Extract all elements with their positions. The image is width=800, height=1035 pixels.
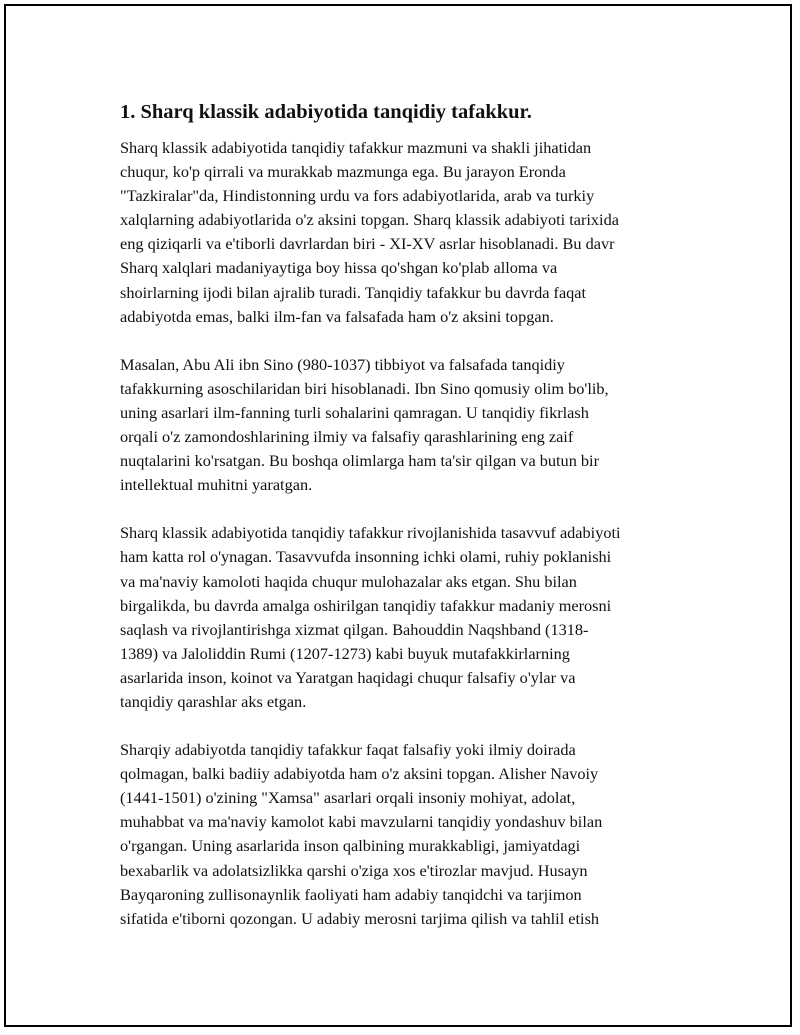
text-line: bexabarlik va adolatsizlikka qarshi o'ziga xos e'tirozlar mavjud. Husayn — [120, 860, 588, 880]
page-frame — [4, 4, 792, 1027]
text-line: va ma'naviy kamoloti haqida chuqur mulohazalar aks etgan. Shu bilan — [120, 571, 577, 591]
text-line: (1441-1501) o'zining "Xamsa" asarlari orqali insoniy mohiyat, adolat, — [120, 788, 576, 808]
document-body — [120, 98, 680, 955]
text-line: Sharq klassik adabiyotida tanqidiy tafakkur rivojlanishida tasavvuf adabiyoti — [120, 523, 621, 543]
text-line: sifatida e'tiborni qozongan. U adabiy merosni tarjima qilish va tahlil etish — [120, 908, 600, 928]
text-line: nuqtalarini ko'rsatgan. Bu boshqa olimlarga ham ta'sir qilgan va butun bir — [120, 451, 599, 471]
text-line: uning asarlari ilm-fanning turli sohalarini qamragan. U tanqidiy fikrlash — [120, 402, 589, 422]
text-line: Masalan, Abu Ali ibn Sino (980-1037) tibbiyot va falsafada tanqidiy — [120, 354, 565, 374]
text-line: saqlash va rivojlantirishga xizmat qilgan. Bahouddin Naqshband (1318- — [120, 619, 589, 639]
text-line: Sharqiy adabiyotda tanqidiy tafakkur faqat falsafiy yoki ilmiy doirada — [120, 740, 576, 760]
text-line: birgalikda, bu davrda amalga oshirilgan tanqidiy tafakkur madaniy merosni — [120, 595, 612, 615]
text-line: orqali o'z zamondoshlarining ilmiy va falsafiy qarashlarining eng zaif — [120, 427, 574, 447]
text-line: Sharq klassik adabiyotida tanqidiy tafakkur mazmuni va shakli jihatidan — [120, 138, 592, 157]
paragraph-3 — [120, 521, 680, 714]
text-line: eng qiziqarli va e'tiborli davrlardan biri - XI-XV asrlar hisoblanadi. Bu davr — [120, 234, 615, 254]
text-line: tafakkurning asoschilaridan biri hisoblanadi. Ibn Sino qomusiy olim bo'lib, — [120, 378, 609, 398]
paragraph-2 — [120, 353, 680, 498]
section-heading: 1. Sharq klassik adabiyotida tanqidiy tafakkur. — [120, 101, 532, 123]
text-line: intellektual muhitni yaratgan. — [120, 475, 313, 495]
text-line: "Tazkiralar"da, Hindistonning urdu va fors adabiyotlarida, arab va turkiy — [120, 186, 595, 206]
text-line: adabiyotda emas, balki ilm-fan va falsafada ham o'z aksini topgan. — [120, 306, 554, 326]
text-line: qolmagan, balki badiiy adabiyotda ham o'z aksini topgan. Alisher Navoiy — [120, 764, 599, 784]
text-line: 1389) va Jaloliddin Rumi (1207-1273) kabi buyuk mutafakkirlarning — [120, 643, 570, 663]
text-line: Bayqaroning zullisonaynlik faoliyati ham adabiy tanqidchi va tarjimon — [120, 884, 582, 904]
text-line: o'rgangan. Uning asarlarida inson qalbining murakkabligi, jamiyatdagi — [120, 836, 581, 856]
paragraph-1 — [120, 136, 680, 329]
text-line: ham katta rol o'ynagan. Tasavvufda insonning ichki olami, ruhiy poklanishi — [120, 547, 612, 567]
text-line: xalqlarning adabiyotlarida o'z aksini topgan. Sharq klassik adabiyoti tarixida — [120, 210, 619, 230]
text-line: shoirlarning ijodi bilan ajralib turadi. Tanqidiy tafakkur bu davrda faqat — [120, 282, 587, 302]
text-line: tanqidiy qarashlar aks etgan. — [120, 691, 307, 711]
text-line: Sharq xalqlari madaniyaytiga boy hissa qo'shgan ko'plab alloma va — [120, 258, 558, 278]
text-line: chuqur, ko'p qirrali va murakkab mazmunga ega. Bu jarayon Eronda — [120, 162, 566, 182]
text-line: asarlarida inson, koinot va Yaratgan haqidagi chuqur falsafiy o'ylar va — [120, 667, 576, 687]
paragraph-4 — [120, 738, 680, 931]
text-line: muhabbat va ma'naviy kamolot kabi mavzularni tanqidiy yondashuv bilan — [120, 812, 603, 832]
